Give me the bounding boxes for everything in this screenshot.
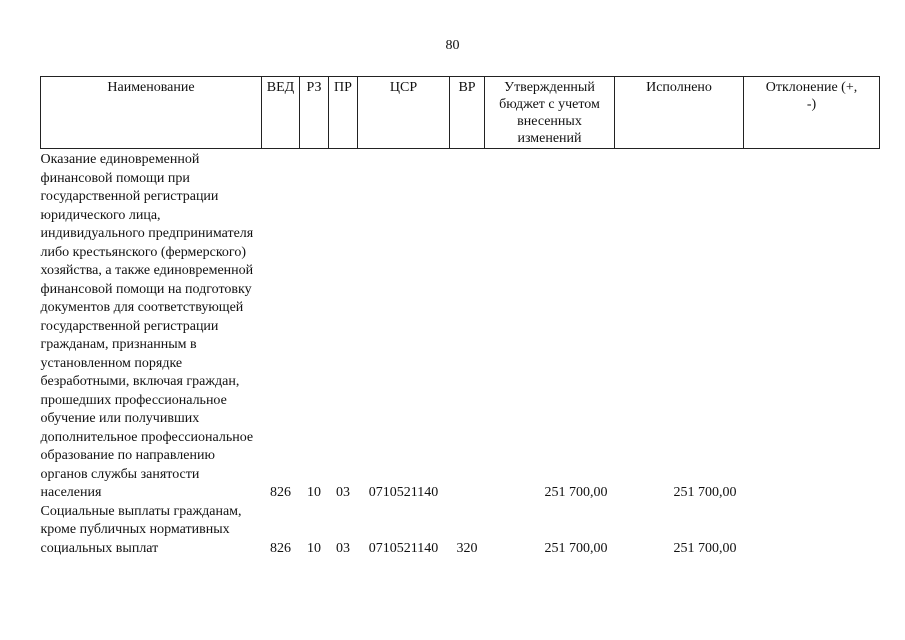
row-rz: 10	[307, 485, 321, 500]
header-name: Наименование	[41, 77, 262, 149]
row-name: Социальные выплаты гражданам, кроме публичных нормативных социальных выплат	[40, 503, 242, 556]
header-pr: ПР	[329, 77, 358, 149]
row-rz: 10	[307, 540, 321, 556]
table-header-row	[41, 77, 880, 149]
row-pr: 03	[336, 540, 350, 556]
row-csr: 0710521140	[368, 485, 439, 500]
table-row	[41, 503, 880, 559]
row-deviation	[744, 149, 880, 503]
page-number: 80	[445, 38, 460, 53]
row-executed: 251 700,00	[673, 540, 737, 556]
header-vr: ВР	[450, 77, 485, 149]
header-executed: Исполнено	[615, 77, 744, 149]
header-csr: ЦСР	[358, 77, 450, 149]
header-deviation: Отклонение (+, -)	[744, 77, 880, 149]
header-ved: ВЕД	[262, 77, 300, 149]
row-approved: 251 700,00	[544, 540, 608, 556]
table-row	[41, 149, 880, 503]
row-pr: 03	[336, 485, 350, 500]
row-csr: 0710521140	[368, 540, 439, 556]
row-ved: 826	[270, 485, 291, 500]
row-approved: 251 700,00	[544, 485, 608, 500]
budget-table	[40, 76, 880, 558]
row-vr	[450, 149, 485, 503]
row-ved: 826	[270, 540, 291, 556]
row-vr: 320	[456, 540, 478, 556]
row-deviation	[744, 503, 880, 559]
row-executed: 251 700,00	[673, 485, 737, 500]
row-name: Оказание единовременной финансовой помощи при государственной регистрации юридического лица, индивидуального предпринимателя либо крестьянского (фермерского) хозяйства, а также единовременной финансовой помощи на подготовку документов для соответствующей государственной регистрации гражданам, признанным в установленном порядке безработными, включая граждан, прошедших профессиональное обучение или получивших дополнительное профессиональное образование по направлению органов службы занятости населения	[40, 152, 254, 500]
header-approved: Утвержденный бюджет с учетом внесенных изменений	[485, 77, 615, 149]
header-rz: РЗ	[300, 77, 329, 149]
